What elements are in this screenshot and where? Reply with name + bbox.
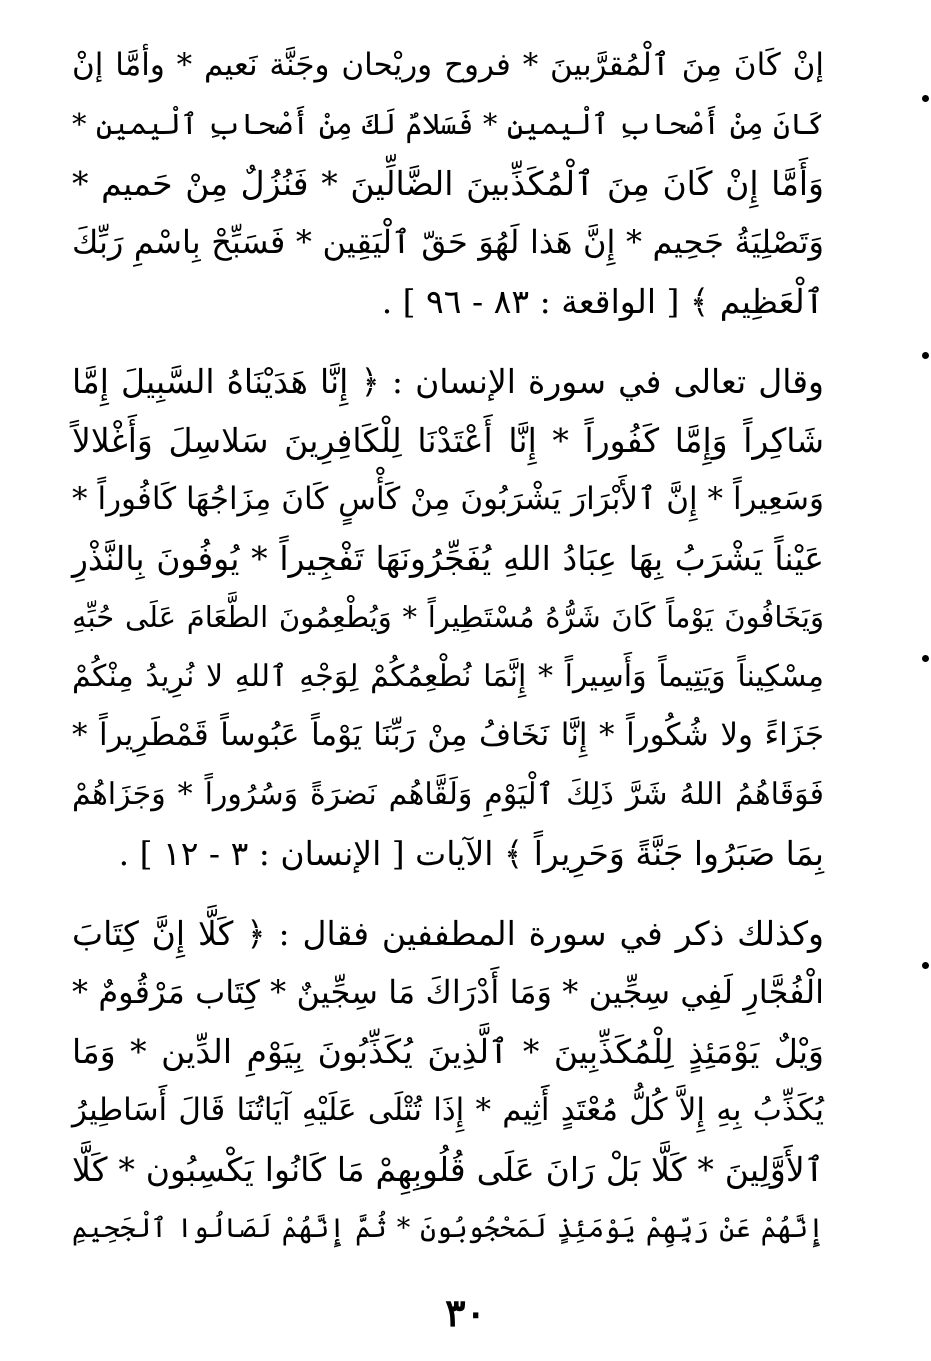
text-line: وَيَخَافُونَ يَوْماً كَانَ شَرُّهُ مُسْتَطِيراً * وَيُطْعِمُونَ الطَّعَامَ عَلَى حُبِّهِ — [72, 600, 824, 634]
text-line: بِمَا صَبَرُوا جَنَّةً وَحَرِيراً ﴾ الآيات [ الإنسان : ٣ - ١٢ ] . — [118, 834, 824, 873]
text-line: إنْ كَانَ مِنَ ٱلْمُقرَّبينَ * فروح وريْحان وجَنَّة نَعيم * وأمَّا إنْ — [72, 47, 824, 83]
paragraph-3 — [72, 904, 824, 1258]
text-line: وَأَمَّا إِنْ كَانَ مِنَ ٱلْمُكَذِّبينَ الضَّالِّينَ * فَنُزُلٌ مِنْ حَميم * — [72, 164, 824, 203]
text-line: وكذلك ذكر في سورة المطففين فقال : ﴿ كَلَّا إِنَّ كِتَابَ — [72, 914, 824, 953]
text-line: شَاكِراً وَإِمَّا كَفُوراً * إِنَّا أَعْتَدْنَا لِلْكَافِرِينَ سَلاسِلَ وَأَغْلالاً — [72, 421, 824, 460]
text-line: وقال تعالى في سورة الإنسان : ﴿ إِنَّا هَدَيْنَاهُ السَّبِيلَ إِمَّا — [72, 362, 824, 401]
text-line: وَتَصْلِيَةُ جَحِيم * إِنَّ هَذا لَهُوَ حَقّ ٱلْيَقِين * فَسَبِّحْ بِاسْمِ رَبِّكَ — [72, 223, 824, 261]
text-line: جَزَاءً ولا شُكُوراً * إِنَّا نَخَافُ مِنْ رَبِّنَا يَوْماً عَبُوساً قَمْطَرِيراً * — [72, 717, 824, 753]
margin-dot — [922, 655, 929, 662]
margin-dot — [922, 95, 929, 102]
text-line: ٱلأَوَّلِينَ * كَلَّا بَلْ رَانَ عَلَى قُلُوبِهِمْ مَا كَانُوا يَكْسِبُون * كَلَّا — [72, 1150, 825, 1189]
margin-dot — [922, 962, 929, 969]
paragraph-1 — [72, 36, 824, 331]
text-line: وَسَعِيراً * إِنَّ ٱلأَبْرَارَ يَشْرَبُونَ مِنْ كَأْسٍ كَانَ مِزَاجُهَا كَافُوراً * — [72, 481, 824, 517]
text-line: عَيْناً يَشْرَبُ بِهَا عِبَادُ اللهِ يُفَجِّرُونَهَا تَفْجِيراً * يُوفُونَ بِالنَّذْرِ — [72, 539, 824, 578]
margin-dot — [922, 352, 929, 359]
text-line: يُكَذِّبُ بِهِ إِلاَّ كُلُّ مُعْتَدٍ أَثِيم * إِذَا تُتْلَى عَلَيْهِ آيَاتُنَا قَالَ أَسَاطِيرُ — [72, 1092, 824, 1128]
text-line: فَوَقَاهُمُ اللهُ شَرَّ ذَلِكَ ٱلْيَوْمِ وَلَقَّاهُم نَضرَةً وَسُرُوراً * وَجَزَاهُمْ — [72, 777, 824, 812]
text-line: وَيْلٌ يَوْمَئِذٍ لِلْمُكَذِّبِينَ * ٱلَّذِينَ يُكَذِّبُونَ بِيَوْمِ الدِّين * وَمَا — [72, 1032, 824, 1071]
text-line: ٱلْعَظِيم ﴾ [ الواقعة : ٨٣ - ٩٦ ] . — [381, 282, 824, 321]
text-line: الْفُجَّارِ لَفِي سِجِّين * وَمَا أَدْرَاكَ مَا سِجِّينٌ * كِتَاب مَرْقُومٌ * — [72, 973, 824, 1011]
paragraph-2 — [72, 352, 824, 883]
text-line: إِنَّهُمْ عَنْ رَبِّهِمْ يَوْمَئِذٍ لَمَحْجُوبُونَ * ثُمَّ إِنَّهُمْ لَصَالُوا ٱلْجَحِيمِ — [72, 1213, 824, 1244]
page-number: ٣٠ — [445, 1290, 486, 1335]
text-line: مِسْكِيناً وَيَتِيماً وَأَسِيراً * إِنَّمَا نُطْعِمُكُمْ لِوَجْهِ ٱللهِ لا نُرِيدُ مِنْكُمْ — [72, 659, 824, 694]
text-line: كَانَ مِنْ أَصْحابِ ٱلْيمينِ * فَسَلامٌ لَكَ مِنْ أَصْحابِ ٱلْيمين * — [72, 107, 824, 141]
page-body — [72, 36, 824, 1258]
